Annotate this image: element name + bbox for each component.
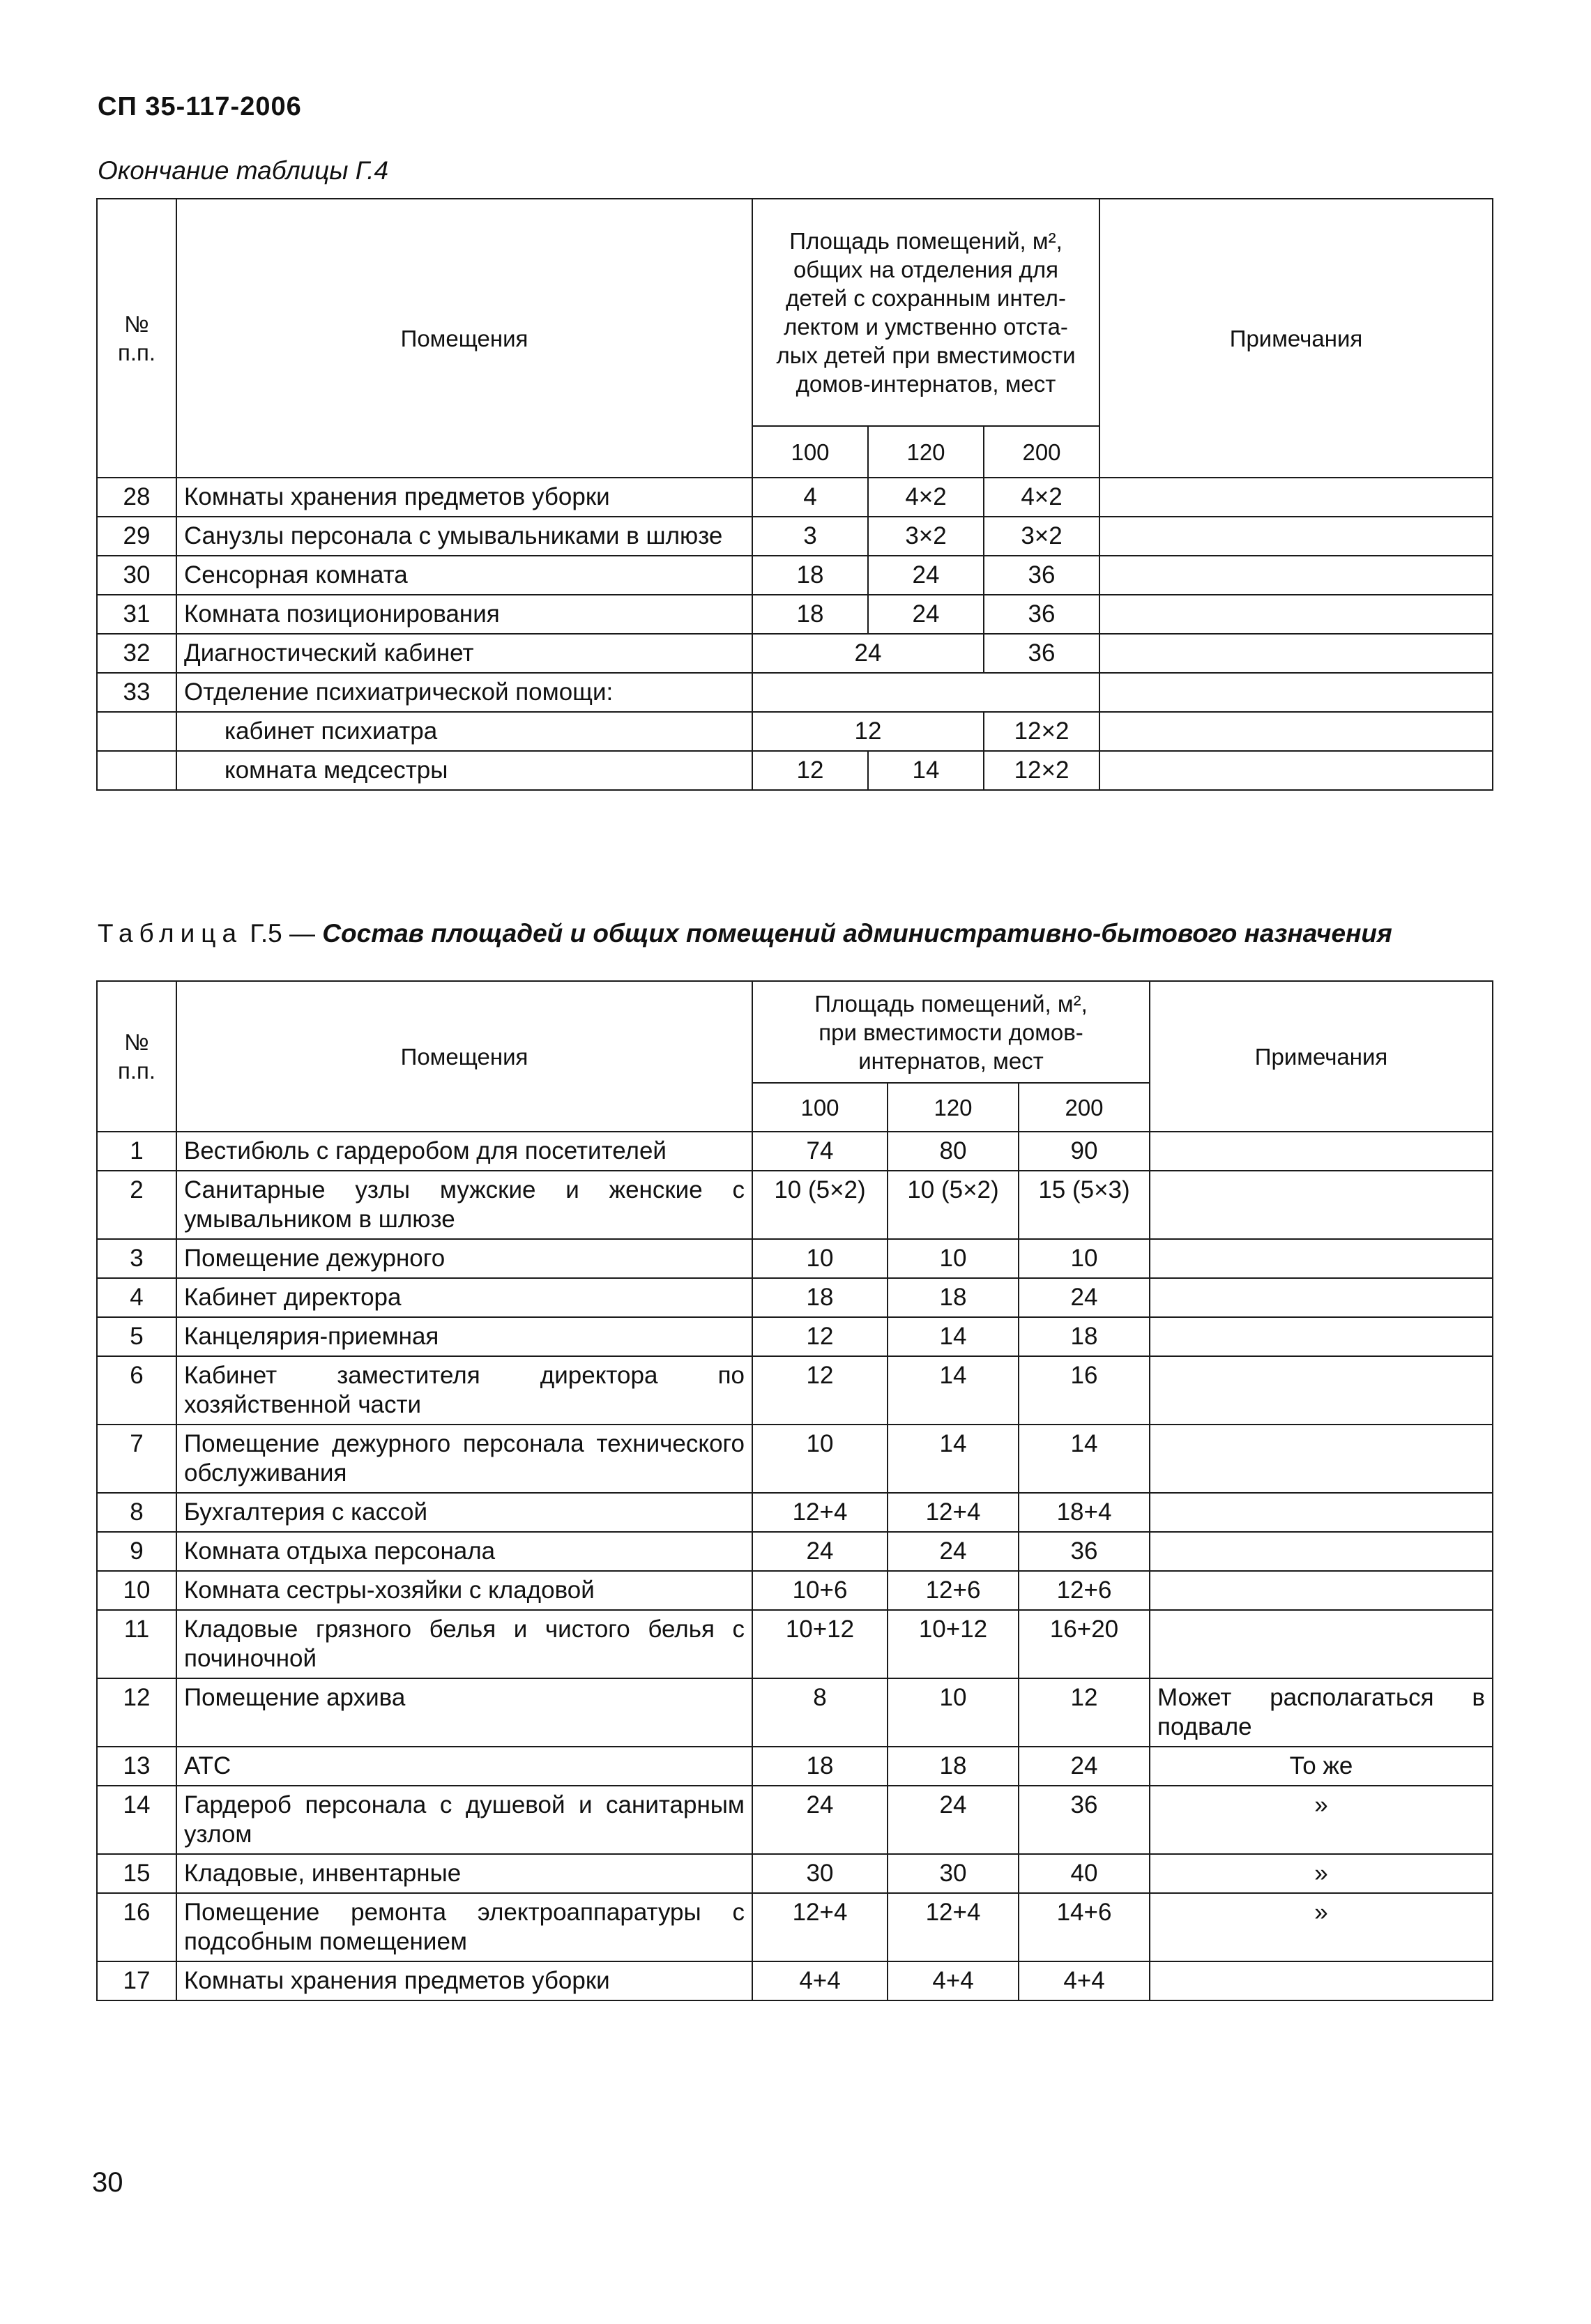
area-capacity-100: 12+4 bbox=[752, 1893, 888, 1961]
table-row bbox=[97, 1532, 1493, 1571]
room-note: » bbox=[1150, 1786, 1493, 1854]
area-capacity-100: 12 bbox=[752, 1356, 888, 1425]
area-capacity-100: 74 bbox=[752, 1132, 888, 1171]
area-capacity-200: 10 bbox=[1019, 1239, 1150, 1278]
table-row bbox=[97, 1356, 1493, 1425]
header-capacity-200: 200 bbox=[1019, 1083, 1150, 1132]
row-number: 10 bbox=[97, 1571, 176, 1610]
table-row bbox=[97, 1678, 1493, 1747]
row-number: 15 bbox=[97, 1854, 176, 1893]
area-capacity-200: 12×2 bbox=[984, 751, 1099, 790]
room-name: Помещение дежурного bbox=[176, 1239, 752, 1278]
row-number: 12 bbox=[97, 1678, 176, 1747]
room-name: Помещение дежурного персонала технического обслуживания bbox=[176, 1425, 752, 1493]
area-capacity-100: 24 bbox=[752, 1532, 888, 1571]
area-capacity-100: 12 bbox=[752, 1317, 888, 1356]
header-notes: Примечания bbox=[1150, 981, 1493, 1132]
area-capacity-120: 24 bbox=[868, 595, 984, 634]
area-capacity-200: 40 bbox=[1019, 1854, 1150, 1893]
area-capacity-120: 24 bbox=[868, 556, 984, 595]
area-capacity-120: 18 bbox=[888, 1747, 1019, 1786]
area-capacity-100: 12+4 bbox=[752, 1493, 888, 1532]
table-row bbox=[97, 1493, 1493, 1532]
room-name: Комната отдыха персонала bbox=[176, 1532, 752, 1571]
header-room: Помещения bbox=[176, 981, 752, 1132]
area-capacity-120: 24 bbox=[888, 1532, 1019, 1571]
room-note bbox=[1099, 634, 1493, 673]
area-capacity-200: 18 bbox=[1019, 1317, 1150, 1356]
row-number: 1 bbox=[97, 1132, 176, 1171]
area-capacity-100: 18 bbox=[752, 556, 868, 595]
table-row bbox=[97, 1610, 1493, 1678]
header-notes: Примечания bbox=[1099, 199, 1493, 478]
table-g5-caption-number: Г.5 — bbox=[243, 919, 323, 948]
header-area: Площадь помещений, м², при вместимости домов- интернатов, мест bbox=[752, 981, 1150, 1083]
row-number: 11 bbox=[97, 1610, 176, 1678]
area-capacity-100: 24 bbox=[752, 1786, 888, 1854]
room-name: Канцелярия-приемная bbox=[176, 1317, 752, 1356]
area-capacity-200: 36 bbox=[984, 556, 1099, 595]
area-capacity-200: 90 bbox=[1019, 1132, 1150, 1171]
table-row bbox=[97, 712, 1493, 751]
row-number: 28 bbox=[97, 478, 176, 517]
row-number: 7 bbox=[97, 1425, 176, 1493]
room-name: Кабинет директора bbox=[176, 1278, 752, 1317]
area-capacity-120: 30 bbox=[888, 1854, 1019, 1893]
table-g4-caption: Окончание таблицы Г.4 bbox=[98, 156, 389, 185]
row-number: 33 bbox=[97, 673, 176, 712]
table-row bbox=[97, 1278, 1493, 1317]
room-name: Сенсорная комната bbox=[176, 556, 752, 595]
table-g5-caption-title: Состав площадей и общих помещений административно-бытового назначения bbox=[322, 919, 1392, 948]
room-name: Кладовые грязного белья и чистого белья с починочной bbox=[176, 1610, 752, 1678]
room-name: Диагностический кабинет bbox=[176, 634, 752, 673]
table-row bbox=[97, 751, 1493, 790]
header-area: Площадь помещений, м², общих на отделения для детей с сохранным интел- лектом и умственно отста- лых детей при вместимости домов-интернатов, мест bbox=[752, 199, 1099, 426]
area-capacity-120: 14 bbox=[888, 1425, 1019, 1493]
room-note bbox=[1150, 1171, 1493, 1239]
area-capacity-120: 10 bbox=[888, 1678, 1019, 1747]
area-capacity-100: 8 bbox=[752, 1678, 888, 1747]
room-name: кабинет психиатра bbox=[176, 712, 752, 751]
row-number: 2 bbox=[97, 1171, 176, 1239]
area-capacity-120: 12+4 bbox=[888, 1493, 1019, 1532]
area-capacity-120: 10 bbox=[888, 1239, 1019, 1278]
row-number: 17 bbox=[97, 1961, 176, 2000]
table-row bbox=[97, 1961, 1493, 2000]
table-row bbox=[97, 556, 1493, 595]
row-number: 5 bbox=[97, 1317, 176, 1356]
table-g5-caption bbox=[98, 919, 1392, 948]
room-note bbox=[1099, 556, 1493, 595]
room-note bbox=[1150, 1239, 1493, 1278]
table-row bbox=[97, 1893, 1493, 1961]
room-name: Комната позиционирования bbox=[176, 595, 752, 634]
area-capacity-120: 4×2 bbox=[868, 478, 984, 517]
table-row bbox=[97, 478, 1493, 517]
room-name: Комнаты хранения предметов уборки bbox=[176, 478, 752, 517]
area-capacity-200: 36 bbox=[1019, 1786, 1150, 1854]
header-num: № п.п. bbox=[97, 981, 176, 1132]
room-note bbox=[1150, 1356, 1493, 1425]
room-note bbox=[1150, 1493, 1493, 1532]
room-name: Комната сестры-хозяйки с кладовой bbox=[176, 1571, 752, 1610]
area-capacity-120: 12+4 bbox=[888, 1893, 1019, 1961]
room-name: Санузлы персонала с умывальниками в шлюзе bbox=[176, 517, 752, 556]
row-number: 32 bbox=[97, 634, 176, 673]
row-number bbox=[97, 751, 176, 790]
room-note bbox=[1150, 1961, 1493, 2000]
table-row bbox=[97, 1171, 1493, 1239]
area-capacity-200: 16 bbox=[1019, 1356, 1150, 1425]
page-number: 30 bbox=[92, 2167, 123, 2198]
table-g4 bbox=[96, 198, 1493, 791]
room-name: Гардероб персонала с душевой и санитарным узлом bbox=[176, 1786, 752, 1854]
area-capacity-120: 18 bbox=[888, 1278, 1019, 1317]
header-capacity-200: 200 bbox=[984, 426, 1099, 478]
table-row bbox=[97, 634, 1493, 673]
area-capacity-200: 36 bbox=[1019, 1532, 1150, 1571]
area-capacity-200: 12 bbox=[1019, 1678, 1150, 1747]
area-capacity-120: 4+4 bbox=[888, 1961, 1019, 2000]
room-note: » bbox=[1150, 1854, 1493, 1893]
room-name: Бухгалтерия с кассой bbox=[176, 1493, 752, 1532]
row-number: 3 bbox=[97, 1239, 176, 1278]
row-number: 31 bbox=[97, 595, 176, 634]
area-capacity-200: 4×2 bbox=[984, 478, 1099, 517]
row-number bbox=[97, 712, 176, 751]
area-capacity-200: 14 bbox=[1019, 1425, 1150, 1493]
row-number: 8 bbox=[97, 1493, 176, 1532]
area-capacity-200: 3×2 bbox=[984, 517, 1099, 556]
room-name: Санитарные узлы мужские и женские с умывальником в шлюзе bbox=[176, 1171, 752, 1239]
area-capacity-200: 36 bbox=[984, 634, 1099, 673]
table-row bbox=[97, 1571, 1493, 1610]
table-row bbox=[97, 1786, 1493, 1854]
row-number: 9 bbox=[97, 1532, 176, 1571]
area-capacity-120: 10+12 bbox=[888, 1610, 1019, 1678]
area-capacity-200: 12×2 bbox=[984, 712, 1099, 751]
table-g5 bbox=[96, 980, 1493, 2001]
header-num: № п.п. bbox=[97, 199, 176, 478]
row-number: 4 bbox=[97, 1278, 176, 1317]
table-row bbox=[97, 517, 1493, 556]
area-empty bbox=[752, 673, 1099, 712]
room-note bbox=[1150, 1278, 1493, 1317]
area-capacity-200: 4+4 bbox=[1019, 1961, 1150, 2000]
table-row bbox=[97, 1239, 1493, 1278]
area-capacity-200: 15 (5×3) bbox=[1019, 1171, 1150, 1239]
room-note bbox=[1150, 1532, 1493, 1571]
area-capacity-200: 18+4 bbox=[1019, 1493, 1150, 1532]
table-row bbox=[97, 673, 1493, 712]
header-capacity-100: 100 bbox=[752, 1083, 888, 1132]
table-g5-caption-prefix: Таблица bbox=[98, 919, 243, 948]
room-name: Помещение архива bbox=[176, 1678, 752, 1747]
header-room: Помещения bbox=[176, 199, 752, 478]
table-row bbox=[97, 1317, 1493, 1356]
area-capacity-120: 24 bbox=[888, 1786, 1019, 1854]
area-capacity-100: 10 bbox=[752, 1239, 888, 1278]
row-number: 16 bbox=[97, 1893, 176, 1961]
room-note bbox=[1150, 1610, 1493, 1678]
room-note bbox=[1099, 517, 1493, 556]
area-capacity-120: 12+6 bbox=[888, 1571, 1019, 1610]
table-row bbox=[97, 1425, 1493, 1493]
area-capacity-100: 12 bbox=[752, 751, 868, 790]
area-capacity-120: 14 bbox=[888, 1356, 1019, 1425]
room-note bbox=[1099, 478, 1493, 517]
header-capacity-100: 100 bbox=[752, 426, 868, 478]
room-note: » bbox=[1150, 1893, 1493, 1961]
room-name: Кабинет заместителя директора по хозяйственной части bbox=[176, 1356, 752, 1425]
area-capacity-200: 36 bbox=[984, 595, 1099, 634]
row-number: 13 bbox=[97, 1747, 176, 1786]
room-name: Помещение ремонта электроаппаратуры с подсобным помещением bbox=[176, 1893, 752, 1961]
table-row bbox=[97, 1747, 1493, 1786]
area-capacity-100: 4+4 bbox=[752, 1961, 888, 2000]
document-code: СП 35-117-2006 bbox=[98, 92, 302, 121]
area-capacity-120: 14 bbox=[868, 751, 984, 790]
header-capacity-120: 120 bbox=[868, 426, 984, 478]
room-name: Кладовые, инвентарные bbox=[176, 1854, 752, 1893]
area-capacity-100: 10+12 bbox=[752, 1610, 888, 1678]
header-capacity-120: 120 bbox=[888, 1083, 1019, 1132]
room-name: АТС bbox=[176, 1747, 752, 1786]
area-capacity-120: 10 (5×2) bbox=[888, 1171, 1019, 1239]
area-capacity-100-120: 12 bbox=[752, 712, 984, 751]
row-number: 14 bbox=[97, 1786, 176, 1854]
area-capacity-100: 18 bbox=[752, 1278, 888, 1317]
row-number: 30 bbox=[97, 556, 176, 595]
room-note: Может располагаться в подвале bbox=[1150, 1678, 1493, 1747]
area-capacity-100: 10 bbox=[752, 1425, 888, 1493]
room-note bbox=[1150, 1425, 1493, 1493]
table-row bbox=[97, 595, 1493, 634]
area-capacity-100: 10+6 bbox=[752, 1571, 888, 1610]
room-name: комната медсестры bbox=[176, 751, 752, 790]
room-note bbox=[1099, 673, 1493, 712]
room-name: Комнаты хранения предметов уборки bbox=[176, 1961, 752, 2000]
area-capacity-200: 14+6 bbox=[1019, 1893, 1150, 1961]
room-name: Вестибюль с гардеробом для посетителей bbox=[176, 1132, 752, 1171]
area-capacity-120: 3×2 bbox=[868, 517, 984, 556]
area-capacity-100: 18 bbox=[752, 595, 868, 634]
room-note bbox=[1150, 1571, 1493, 1610]
room-note: То же bbox=[1150, 1747, 1493, 1786]
room-note bbox=[1150, 1317, 1493, 1356]
area-capacity-120: 80 bbox=[888, 1132, 1019, 1171]
area-capacity-100-120: 24 bbox=[752, 634, 984, 673]
area-capacity-100: 10 (5×2) bbox=[752, 1171, 888, 1239]
area-capacity-100: 4 bbox=[752, 478, 868, 517]
room-note bbox=[1099, 595, 1493, 634]
room-note bbox=[1099, 751, 1493, 790]
area-capacity-200: 24 bbox=[1019, 1278, 1150, 1317]
area-capacity-120: 14 bbox=[888, 1317, 1019, 1356]
row-number: 6 bbox=[97, 1356, 176, 1425]
area-capacity-100: 3 bbox=[752, 517, 868, 556]
area-capacity-100: 30 bbox=[752, 1854, 888, 1893]
area-capacity-200: 16+20 bbox=[1019, 1610, 1150, 1678]
room-note bbox=[1099, 712, 1493, 751]
area-capacity-100: 18 bbox=[752, 1747, 888, 1786]
room-note bbox=[1150, 1132, 1493, 1171]
area-capacity-200: 24 bbox=[1019, 1747, 1150, 1786]
room-name: Отделение психиатрической помощи: bbox=[176, 673, 752, 712]
row-number: 29 bbox=[97, 517, 176, 556]
table-row bbox=[97, 1854, 1493, 1893]
table-row bbox=[97, 1132, 1493, 1171]
area-capacity-200: 12+6 bbox=[1019, 1571, 1150, 1610]
